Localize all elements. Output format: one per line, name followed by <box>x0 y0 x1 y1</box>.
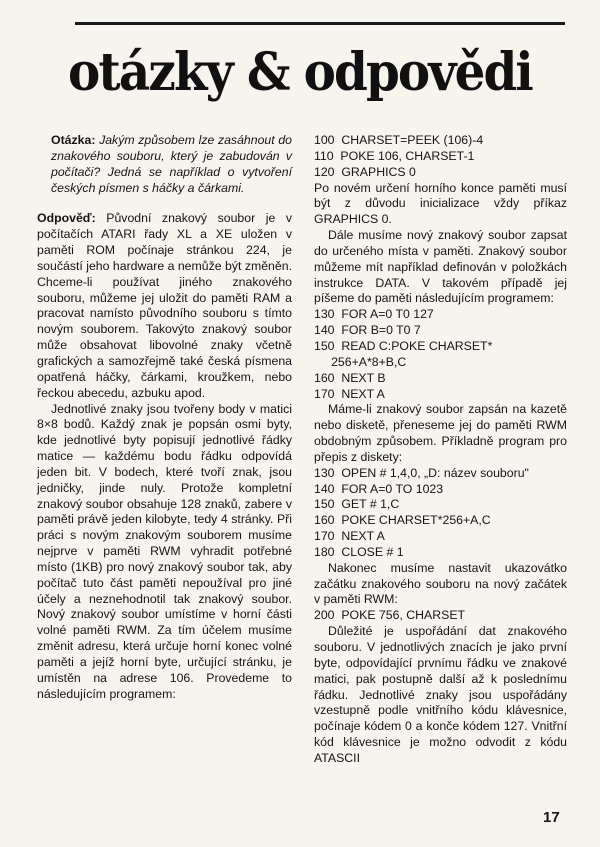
right-paragraph-1: Po novém určení horního konce paměti musí být z důvodu inicializace vždy příkaz GRAPHICS 0. <box>314 180 567 227</box>
question-label: Otázka: <box>51 133 96 147</box>
code-block-1 <box>314 133 567 181</box>
code-line: 150 GET # 1,C <box>314 497 400 512</box>
right-paragraph-4: Nakonec musíme nastavit ukazovátko začátku znakového souboru na nový začátek v paměti RWM: <box>314 560 567 607</box>
answer-text: Původní znakový soubor je v počítačích ATARI řady XL a XE uložen v paměti ROM počínaje stránkou 224, je součástí jeho hardware a nemůže být změněn. Chceme-li používat jiného znakového souboru, můžeme jej uložit do paměti RAM a pracovat namísto původního souboru s tímto novým souborem. Takovýto znakový soubor může obsahovat libovolné znaky včetně grafických a samozřejmě také česká písmena opatřená háčky, čárkami, kroužkem, nebo řeckou abecedu, azbuku apod. <box>37 211 292 400</box>
code-line: 200 POKE 756, CHARSET <box>314 608 466 623</box>
right-column <box>314 133 567 767</box>
code-line: 100 CHARSET=PEEK (106)-4 <box>314 133 484 147</box>
code-line: 160 NEXT B <box>314 370 386 385</box>
question-text: Jakým způsobem lze zasáhnout do znakového souboru, který je zabudován v počítači? Jedná se například o vytvoření českých písmen s háčky a čárkami. <box>51 133 292 195</box>
code-line: 180 CLOSE # 1 <box>314 544 404 559</box>
question-paragraph <box>37 133 292 196</box>
page-title: otázky & odpovědi <box>68 42 532 103</box>
left-column <box>37 133 292 703</box>
answer-paragraph <box>37 211 292 401</box>
code-line: 130 FOR A=0 T0 127 <box>314 307 434 322</box>
code-block-2 <box>314 307 567 402</box>
question-block <box>37 133 292 196</box>
top-rule <box>75 22 565 25</box>
page-number: 17 <box>543 809 560 826</box>
left-paragraph-2: Jednotlivé znaky jsou tvořeny body v matici 8×8 bodů. Každý znak je popsán osmi byty, kde jednotlivé byty popisují jednotlivé řádky matice — každému bodu řádku odpovídá jeden bit. V bodech, které tvoří znak, jsou jedničky, jinde nuly. Protože kompletní znakový soubor obsahuje 128 znaků, zabere v paměti právě jeden kilobyte, tedy 4 stránky. Při práci s novým znakovým souborem musíme nejprve v paměti RWM vyhradit potřebné místo (1KB) pro nový znakový soubor tak, aby počítač tuto část paměti nepoužíval pro jiné účely a neznehodnotil tak znakový soubor. Nový znakový soubor umístíme v horní části volné paměti RWM. Za tím účelem musíme změnit adresu, která určuje horní konec volné paměti a jejíž horní byte, určující stránku, je umístěn na adrese 106. Provedeme to následujícím programem: <box>37 401 292 701</box>
code-line: 256+A*8+B,C <box>314 354 407 369</box>
code-line: 150 READ C:POKE CHARSET* <box>314 338 493 353</box>
code-line: 170 NEXT A <box>314 529 385 544</box>
code-line: 130 OPEN # 1,4,0, „D: název souboru" <box>314 465 529 480</box>
code-block-3 <box>314 466 567 561</box>
right-paragraph-2: Dále musíme nový znakový soubor zapsat do určeného místa v paměti. Znakový soubor můžeme mít například definován v položkách instrukce DATA. V takovém případě jej píšeme do paměti následujícím programem: <box>314 228 567 306</box>
code-line: 120 GRAPHICS 0 <box>314 164 416 179</box>
answer-label: Odpověď: <box>37 211 96 226</box>
code-block-4 <box>314 608 567 624</box>
code-line: 140 FOR B=0 T0 7 <box>314 323 421 338</box>
code-line: 160 POKE CHARSET*256+A,C <box>314 513 491 528</box>
code-line: 140 FOR A=0 TO 1023 <box>314 481 444 496</box>
right-paragraph-3: Máme-li znakový soubor zapsán na kazetě nebo disketě, přeneseme jej do paměti RWM obdobným způsobem. Příkladně program pro přepis z diskety: <box>314 402 567 464</box>
code-line: 170 NEXT A <box>314 386 385 401</box>
right-paragraph-5: Důležité je uspořádání dat znakového souboru. V jednotlivých znacích je jako první byte, odpovídající prvnímu řádku ve znakové matici, pak postupně další až k poslednímu řádku. Jednotlivé znaky jsou uspořádány vzestupně podle vnitřního kódu klávesnice, počínaje kódem 0 a konče kódem 127. Vnitřní kód klávesnice je možno odvodit z kódu ATASCII <box>314 624 567 765</box>
code-line: 110 POKE 106, CHARSET-1 <box>314 148 475 163</box>
